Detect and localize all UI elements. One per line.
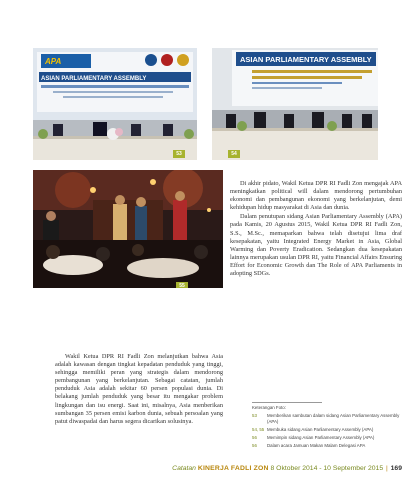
caption-text: Memimpin sidang Asian Parliamentary Assembly (APA)	[267, 435, 375, 440]
footer-book-title: KINERJA FADLI ZON	[197, 465, 269, 472]
page-number: 169	[390, 465, 402, 472]
caption-item	[252, 435, 402, 441]
caption-number: 56	[252, 435, 257, 440]
footer-separator: |	[386, 465, 388, 472]
photo-conference-stage	[33, 48, 197, 160]
paragraph-assembly-closing: Dalam penutupan sidang Asian Parliamentary Assembly (APA) pada Kamis, 20 Agustus 2015, Wakil Ketua DPR RI Fadli Zon, S.S., M.Sc., memaparkan bahwa telah disetujui lima draf kesepakatan, yaitu Integrated Energy Market in Asia, Global Warming dan Poverty Eradication. Sedangkan dua kesepakatan lainnya merupakan usulan DPR RI, yaitu Financial Affairs Ensuring Effort for Economic Growth dan The Role of APA Parliaments in adopting SDGs.	[230, 213, 402, 278]
photo-conference-table	[212, 48, 378, 160]
left-column-text	[55, 353, 223, 427]
banner-title-2: ASIAN PARLIAMENTARY ASSEMBLY	[240, 55, 372, 64]
footer-date-range: 8 Oktober 2014 - 10 September 2015	[270, 465, 384, 472]
caption-heading: Keterangan Foto:	[252, 405, 286, 410]
right-column-text	[230, 180, 402, 279]
caption-divider	[252, 402, 322, 403]
photo-dinner-event	[33, 170, 223, 288]
svg-text:APA: APA	[45, 57, 62, 66]
caption-item	[252, 413, 402, 425]
paragraph-closing-speech: Di akhir pidato, Wakil Ketua DPR RI Fadli Zon mengajak APA meningkatkan political will dalam mendorong pertumbuhan ekonomi dan pembangunan ekonomi yang berkelanjutan, demi kehidupan hidup masyarakat di Asia dan dunia.	[230, 180, 402, 212]
caption-item	[252, 427, 402, 433]
photo-captions	[252, 405, 402, 451]
caption-number: 53	[252, 413, 257, 418]
caption-text: Memberikan sambutan dalam sidang Asian Parliamentary Assembly (APA)	[267, 413, 400, 424]
banner-title-1: ASIAN PARLIAMENTARY ASSEMBLY	[41, 76, 147, 82]
caption-number: 56	[252, 443, 257, 448]
photo-number-badge: 55	[176, 282, 188, 288]
page-footer	[170, 465, 402, 472]
footer-book-prefix: Catatan	[172, 465, 196, 472]
paragraph-asia-population: Wakil Ketua DPR RI Fadli Zon melanjutkan bahwa Asia adalah kawasan dengan tingkat kepadatan penduduk yang tinggi, sehingga memiliki peran yang strategis dalam mendorong pembangunan yang berkelanjutan. Sebagai catatan, jumlah penduduk Asia adalah sekitar 60 persen populasi dunia. Di belakang jumlah penduduk yang besar itu mengakar problem lingkungan dan isu energi. Saat ini, misalnya, Asia menberikan sumbangan 35 persen emisi karbon dunia, sebuah persoalan yang patut diwaspadai dan harus segera dicarikan solusinya.	[55, 353, 223, 425]
photo-number-badge: 54	[228, 150, 240, 158]
photo-number-badge: 53	[173, 150, 185, 158]
caption-number: 54, 55	[252, 427, 265, 432]
caption-text: Dalam acara Jamuan Makan Malam Delegasi APA	[267, 443, 366, 448]
caption-text: Membuka sidang Asian Parliamentary Assembly (APA)	[267, 427, 374, 432]
caption-item	[252, 443, 402, 449]
